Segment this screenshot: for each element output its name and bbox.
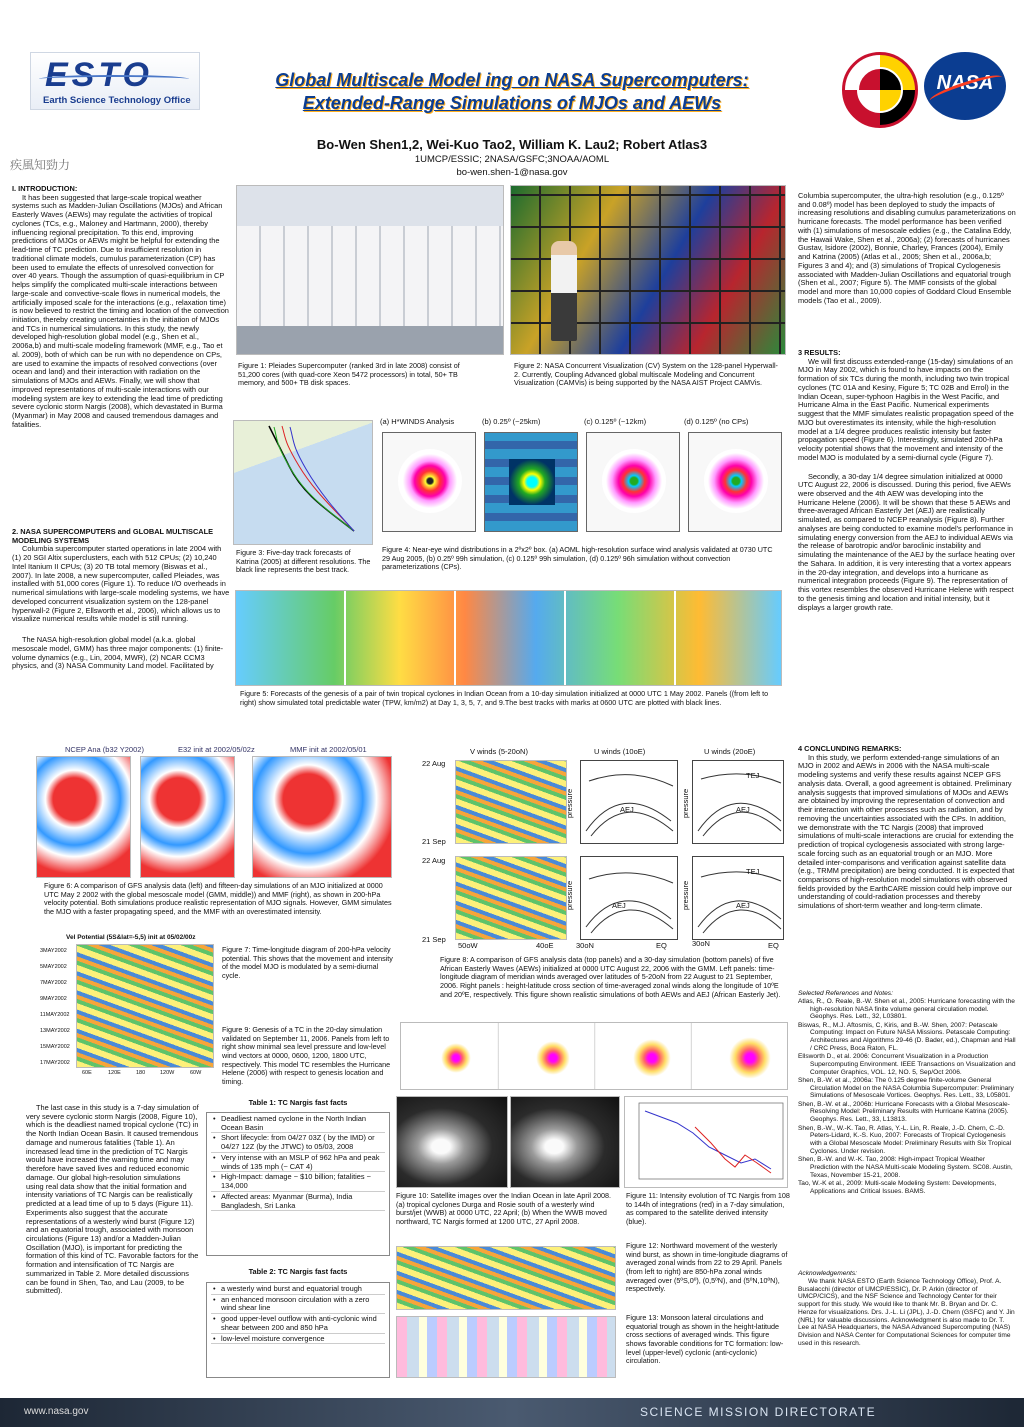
- fig7-ylabel: 9MAY2002: [40, 996, 67, 1002]
- acknowledgements-heading: Acknowledgements:: [798, 1270, 858, 1277]
- fig8-label-sep21: 21 Sep: [422, 935, 446, 944]
- fig8-xlabel-40e: 40oE: [536, 941, 554, 950]
- section2-body2: The NASA high-resolution global model (a.k.a. global mesoscale model, GMM) has three major components: (1) finite-volume dynamics (e.g., Lin, 2004, MWR), (2) NCAR CCM3 physics, and (3) NASA Community Land model. Facilitated by: [12, 635, 224, 671]
- fig7-ylabel: 13MAY2002: [40, 1028, 70, 1034]
- table2-title: Table 2: TC Nargis fast facts: [248, 1267, 348, 1276]
- fig7-ylabel: 11MAY2002: [40, 1012, 70, 1018]
- conclusions-heading: 4 CONCLUNDING REMARKS:: [798, 744, 902, 753]
- fig6-panel-gmm: [140, 756, 235, 878]
- person-figure: [551, 241, 577, 341]
- footer-url-link[interactable]: www.nasa.gov: [24, 1406, 89, 1417]
- esto-logo-word: ESTO: [45, 56, 153, 94]
- reference-item: Shen, B.-W. et al., 2006a: The 0.125 degree finite-volume General Circulation Model on the NASA Columbia Supercomputer: Preliminary Simulations of Mesoscale Vortices. Geophys. Res. Lett., 33, L05801.: [798, 1076, 1014, 1100]
- storm-vortex: [729, 1037, 771, 1079]
- table2-item: • good upper-level outflow with anti-cyclonic wind shear between 200 and 850 hPa: [211, 1315, 385, 1333]
- figure11-caption: Figure 11: Intensity evolution of TC Nargis from 108 to 144h of integrations (red) in a 7-day simulation, as compared to the satellite derived intensity (blue).: [626, 1191, 790, 1226]
- fig8-label-aug22: 22 Aug: [422, 856, 446, 865]
- umd-seal-logo: [842, 52, 918, 128]
- poster-title-line1: Global Multiscale Model ing on NASA Supercomputers:: [275, 70, 749, 90]
- esto-logo-subtitle: Earth Science Technology Office: [43, 95, 191, 106]
- author-email[interactable]: bo-wen.shen-1@nasa.gov: [456, 167, 568, 178]
- nasa-logo-word: NASA: [936, 72, 994, 94]
- results-body2: Secondly, a 30-day 1/4 degree simulation initialized at 0000 UTC August 22, 2006 is discussed. During this period, five AEWs were observed and the 4th AEW was developing into the Hurricane Helene (2006). It will be shown that these 5 AEWs and three-averaged African Easterly Jet (AEJ) are realistically simulated, as compared to NCEP reanalysis (Figure 8). Further analyses are being conducted to examine model's performance in simulating energy conversion from the AEJ to individual AEWs via the release of barotropic and/or baroclinic instability and simulating the maintenance of the AEJ by the surface heating over the Sahara. In addition, it is very interesting that a vortex appears in the 20-day integration, and develops into a hurricane as numerical integration proceeds (Figure 9). The representation of this vortex resembles the observed Hurricane Helene with respect to the genesis timing and location and initial intensity, but it displays a larger growth rate.: [798, 471, 1015, 612]
- fig7-hovmoller: [76, 944, 214, 1068]
- fig8-cross-20e-obs: [692, 760, 784, 844]
- reference-item: Shen, B.-W. and W.-K. Tao, 2008: High-impact Tropical Weather Prediction with the NASA Multi-scale Modeling System. SC08. Austin, Texas, November 15-21, 2008.: [798, 1156, 1013, 1179]
- chinese-motto: 疾風知勁力: [10, 158, 71, 172]
- fig6-label-mmf: MMF init at 2002/05/01: [290, 745, 367, 754]
- reference-item: Shen, B.-W., W.-K. Tao, R. Atlas, Y.-L. Lin, R. Reale, J.-D. Chern, C.-D. Peters-Lidard, K.-S. Kuo, 2007: Forecasts of Tropical Cyclogenesis with a Global Mesoscale Model: Preliminary Results with Six Tropical Cyclones. Under revision.: [798, 1124, 1012, 1155]
- table2: [206, 1282, 390, 1378]
- intensity-lines-svg: [625, 1097, 788, 1188]
- fig7-ylabel: 5MAY2002: [40, 964, 67, 970]
- authors: Bo-Wen Shen1,2, Wei-Kuo Tao2, William K. Lau2; Robert Atlas3: [316, 137, 708, 152]
- figure9-genesis-panels: [400, 1022, 788, 1090]
- fig7-xlabel: 120W: [160, 1070, 175, 1076]
- fig8-aej-label: AEJ: [736, 805, 750, 814]
- conclusions-body: In this study, we perform extended-range simulations of an MJO in 2002 and AEWs in 2006 with the NASA multi-scale modeling systems and verify these results against NCEP GFS analysis data. Overall, a good agreement is obtained. Preliminary analysis suggests that improved simulations of MJOs and AEWs are obtained by improving the representation of convection and their interaction with other processes such as radiation, and by removing the uncertainties associated with the CPs. In addition, we demonstrate with the TC Nargis (2008) that improved simulations of multi-scale interactions are crucial for extending the prediction of tropical cyclogenesis associated with strong large-scale forcing such as an equatorial trough or an MJO. More detailed inter-comparisons and verification against satellite data (e.g., TRMM precipitation) are being conducted. It is expected that comparisons of high-resolution model simulations with observed fields provided by the EarthCARE mission could help improve our understanding of could-radiation processes and thereby simulations of short-term weather and long-term climate.: [798, 752, 1015, 911]
- reference-item: Ellsworth D., et al. 2006: Concurrent Visualization in a Production Supercomputing Environment. IEEE Transactions on Visualization and Computer Graphics, VOL. 12, NO. 5, Sep/Oct 2006.: [798, 1053, 1016, 1076]
- table2-item: • low-level moisture convergence: [211, 1335, 385, 1345]
- reference-item: Biswas, R., M.J. Aftosmis, C, Kiris, and B.-W. Shen, 2007: Petascale Computing: Impact on Future NASA Missions. Petascale Computing: Architectures and Algorithms 29-46 (D. Bader, ed.), Chapman and Hall / CRC Press, Boca Raton, FL.: [798, 1021, 1016, 1052]
- figure6-caption: Figure 6: A comparison of GFS analysis data (left) and fifteen-day simulations of an MJO initialized at 0000 UTC May 2 2002 with the global mesoscale model (GMM, middle)) and MMF (right), as shown in 200-hPa velocity potential. Both simulations produce realistic representation of MJO signals. However, GMM simulates the MJO with a faster propagating speed, and the MMF with an overestimated intensity.: [44, 881, 392, 916]
- storm-eye-c: [602, 449, 666, 513]
- fig8-aej-label: AEJ: [620, 805, 634, 814]
- contour-lines-svg: [693, 761, 784, 844]
- references-heading: Selected References and Notes:: [798, 990, 893, 997]
- reference-item: Atlas, R., O. Reale, B.-W. Shen et al., 2005: Hurricane forecasting with the high-resolution NASA finite volume general circulation model. Geophys. Res. Lett., 32, L03801.: [798, 997, 1015, 1021]
- fig8-col3-title: U winds (20oE): [704, 747, 756, 756]
- storm-vortex: [536, 1041, 570, 1075]
- fig4-panel-b: [484, 432, 578, 532]
- fig6-panel-ncep: [36, 756, 131, 878]
- figure1-caption: Figure 1: Pleiades Supercomputer (ranked 3rd in late 2008) consist of 51,200 cores (with quad-core Xeon 5472 processors) in total, 50+ TB memory, and 500+ TB disk spaces.: [238, 361, 460, 388]
- figure10-caption: Figure 10: Satellite images over the Indian Ocean in late April 2008. (a) tropical cyclones Durga and Rosie south of a westerly wind burst/jet (WWB) at 0000 UTC, 22 April; (b) When the WWB moved northward, TC Nargis formed at 1200 UTC, 27 April 2008.: [396, 1191, 611, 1226]
- fig8-label-aug22: 22 Aug: [422, 759, 446, 768]
- section2-body1: Columbia supercomputer started operations in late 2004 with (1) 20 SGI Altix superclusters, each with 512 CPUs; (2) 10,240 Intel Itanium II CPUs; (3) 20 TB total memory (Biswas et al., 2007). In late 2008, a new supercomputer, called Pleiades, was installed with 51,000 cores (Figure 1). To reduce I/O overheads in numerical simulations with large-scale modeling systems, we have developed concurrent visualization system on the 128-panel hyperwall-2 (Figure 2, Ellsworth et al., 2006), which allows us to visualize numerical results while model is still running.: [12, 544, 230, 624]
- storm-eye-a: [398, 449, 462, 513]
- track-lines-svg: [234, 421, 373, 545]
- fig8-cross-10e-obs: [580, 760, 678, 844]
- section2: [12, 528, 230, 671]
- results-heading: 3 RESULTS:: [798, 348, 841, 357]
- poster-title-line2: Extended-Range Simulations of MJOs and AEWs: [302, 93, 722, 113]
- figure1-pleiades-photo: [236, 185, 504, 355]
- fig4-panel-a: [382, 432, 476, 532]
- figure4-caption: Figure 4: Near-eye wind distributions in a 2ºx2º box. (a) AOML high-resolution surface wind analysis validated at 0730 UTC 29 Aug 2005, (b) 0.25º 99h simulation, (c) 0.125º 99h simulation, (d) 0.125º 96h simulation without convection parameterizations (CPs).: [382, 545, 773, 572]
- fig8-col1-title: V winds (5-20oN): [470, 747, 528, 756]
- fig8-tej-label: TEJ: [746, 867, 760, 876]
- table1: [206, 1112, 390, 1256]
- acknowledgements-body: We thank NASA ESTO (Earth Science Technology Office), Prof. A. Busalacchi (director of UMCP/ESSIC), Dr. P. Arkin (director of UMCP/CICS), and the NSF Science and Technology Center for their support for this study. We would like to thank Mr. B. Bryan and Dr. C. Henze for visualizations. Drs. J.-L. Li (JPL), J.-D. Chern (GSFC) and Y. Jin (NRL) for valuable discussions. Acknowledgment is also made to Dr. T. Lee at NASA Headquarters, the NASA Advanced Supercomputing (NAS) Division and NASA Center for Computational Sciences for computer time used in this research.: [798, 1277, 1015, 1347]
- nasa-meatball-logo: [924, 52, 1006, 120]
- contour-lines-svg: [693, 857, 784, 940]
- fig8-aej-label: AEJ: [736, 901, 750, 910]
- acknowledgements-section: [798, 1270, 1016, 1348]
- fig7-ylabel: 17MAY2002: [40, 1060, 70, 1066]
- table2-item: • a westerly wind burst and equatorial trough: [211, 1285, 385, 1295]
- storm-vortex: [633, 1039, 671, 1077]
- section2-heading: 2. NASA SUPERCOMPUTERS and GLOBAL MULTISCALE MODELING SYSTEMS: [12, 527, 214, 545]
- fig6-label-ncep: NCEP Ana (b32 Y2002): [65, 745, 144, 754]
- affiliations: 1UMCP/ESSIC; 2NASA/GSFC;3NOAA/AOML: [414, 154, 610, 165]
- fig4-label-c: (c) 0.125º (~12km): [584, 417, 647, 426]
- table1-item: • Affected areas: Myanmar (Burma), India Bangladesh, Sri Lanka: [211, 1193, 385, 1211]
- table1-item: • Short lifecycle: from 04/27 03Z ( by the IMD) or 04/27 12Z (by the JTWC) to 05/03, 2008: [211, 1134, 385, 1152]
- fig8-cross-20e-model: [692, 856, 784, 940]
- footer-bar: [0, 1398, 1024, 1427]
- fig7-ylabel: 3MAY2002: [40, 948, 67, 954]
- references-section: [798, 990, 1016, 1196]
- reference-item: Tao, W.-K et al., 2009: Multi-scale Modeling System: Developments, Applications and Critical Issues. BAMS.: [798, 1179, 997, 1195]
- fig6-label-gmm: E32 init at 2002/05/02z: [178, 745, 255, 754]
- intro-section: [12, 185, 230, 430]
- fig8-xlabel-eq: EQ: [768, 941, 779, 950]
- fig7-xlabel: 180: [136, 1070, 146, 1076]
- fig8-col2-title: U winds (10oE): [594, 747, 646, 756]
- storm-vortex: [441, 1043, 471, 1073]
- contour-lines-svg: [581, 761, 678, 844]
- fig4-label-b: (b) 0.25º (~25km): [482, 417, 541, 426]
- fig8-xlabel-50w: 50oW: [458, 941, 478, 950]
- fig8-pressure-label: pressure: [681, 880, 690, 910]
- figure9-caption: Figure 9: Genesis of a TC in the 20-day simulation validated on September 11, 2006. Panels from left to right show minimal sea level pressure and low-level wind vectors at 0000, 0600, 1200, 1800 UTC, respectively. This model TC resembles the Hurricane Helene (2006) with respect to genesis location and timing.: [222, 1025, 391, 1086]
- reference-item: Shen, B.-W. et al., 2006b: Hurricane Forecasts with a Global Mesoscale-Resolving Model: Preliminary Results with Hurricane Katrina (2005). Geophys. Res. Lett., 33, L13813.: [798, 1100, 1010, 1124]
- figure13-caption: Figure 13: Monsoon lateral circulations and equatorial trough as shown in the height-latitude cross sections of averaged winds. This figure shows favorable conditions for TC formation: low-level (upper-level) cyclonic (anti-cyclonic) circulation.: [626, 1313, 784, 1366]
- figure2-caption: Figure 2: NASA Concurrent Visualization (CV) System on the 128-panel Hyperwall-2. Currently, Coupling Advanced global multiscale Modeling and Concurrent Visualization (CAMVis) is being supported by the NASA AIST Project CAMVis.: [514, 361, 778, 388]
- results-section: [798, 349, 1016, 612]
- figure7-caption: Figure 7: Time-longitude diagram of 200-hPa velocity potential. This shows that the movement and intensity of the model MJO is modulated by a semi-diurnal cycle.: [222, 945, 393, 980]
- fig7-ylabel: 15MAY2002: [40, 1044, 70, 1050]
- fig8-hov-obs: [455, 760, 567, 844]
- figure12-wwb-panels: [396, 1246, 616, 1310]
- fig8-xlabel-30n: 30oN: [576, 941, 594, 950]
- fig7-ylabel: 7MAY2002: [40, 980, 67, 986]
- nargis-body: The last case in this study is a 7-day simulation of very severe cyclonic storm Nargis (2008, Figure 10), which is the deadliest named tropical cyclone (TC) in the North Indian Ocean Basin. It caused tremendous damage and numerous fatalities (Table 1). An increased lead time in the prediction of TC Nargis would have increased the warning time and may therefore have saved lives and reduced economic damage. Our global high-resolution simulations using real data show that the initial formation and intensity variations of TC Nargis can be realistically predicted at a lead time of up to 5 days (Figure 11). Experiments also suggest that the accurate representations of a westerly wind burst (Figure 12) and an equatorial trough, associated with monsoon circulations (Figure 13) and/or a Madden-Julian Oscillation (MJO), is important for predicting the formation of this kind of TC. Favorable factors for the formation and intensification of TC Nargis are summarized in Table 2. More detailed discussions can be found in Shen, Tao, and Lau (2009, to be submitted).: [26, 1103, 199, 1296]
- fig7-xlabel: 60W: [190, 1070, 202, 1076]
- intro-body: It has been suggested that large-scale tropical weather systems such as Madden-Julian Oscillations (MJOs) and African Easterly Waves (AEWs) may regulate the activities of tropical cyclones (TCs, e.g., Maloney and Hartmann, 2000), thereby influencing regional precipitation. To this end, improving predictions of MJOs or AEWs might be helpful for extending the lead-time of TC prediction. Due to insufficient resolution in traditional climate models, cumulus parameterization (CP) has been used to emulate the effects of unresolved convection for over 40 years. Though the assumption of quasi-equilibrium in CP helps simplify the complicated multi-scale interactions between large-scale and convective-scale flows in numerical models, the artificially imposed scale for the interactions (e.g., relaxation time) is now believed to restrict the timing and location of the convection initiation, thereby creating uncertainties in the initiation of MJOs and TCs in numerical simulations. In this study, the newly developed high-resolution global model (e.g., Shen et al., 2006a,b) and multi-scale modeling framework (MMF, e.g., Tao et al. 2009), both of which can be run with no dependence on CPs, are used to examine the impacts of resolved convections (over ocean and land) and their interaction with radiation on the simulations of MJOs and AEWs. Finally, we will show that improved representations of multi-scale interactions with our modeling system are key to extending the lead time of predicting severe cyclonic storm Nargis (2008), which devastated in Burma (Myanmar) in May 2008 and caused tremendous damages and fatalities.: [12, 192, 229, 429]
- fig8-cross-10e-model: [580, 856, 678, 940]
- fig6-panel-mmf: [252, 756, 392, 878]
- figure13-cross-sections: [396, 1316, 616, 1378]
- figure11-intensity-chart: [624, 1096, 788, 1188]
- fig8-label-sep21: 21 Sep: [422, 837, 446, 846]
- table2-item: • an enhanced monsoon circulation with a zero wind shear line: [211, 1296, 385, 1314]
- fig8-pressure-label: pressure: [681, 788, 690, 818]
- figure3-track-map: [233, 420, 373, 545]
- fig7-title: Vel Potential (5S&lat=-5,5) init at 05/02/00z: [66, 934, 196, 941]
- table1-title: Table 1: TC Nargis fast facts: [248, 1098, 348, 1107]
- conclusions-section: [798, 745, 1016, 911]
- fig8-hov-model: [455, 856, 567, 940]
- fig4-label-d: (d) 0.125º (no CPs): [684, 417, 749, 426]
- fig4-label-a: (a) H*WINDS Analysis: [380, 417, 455, 426]
- fig8-aej-label: AEJ: [612, 901, 626, 910]
- figure12-caption: Figure 12: Northward movement of the westerly wind burst, as shown in time-longitude diagrams of averaged zonal winds from 22 to 29 April. Panels (from left to right) are 850-hPa zonal winds averaged over (5ºS,0º), (0,5ºN), and (5ºN,10ºN), respectively.: [626, 1241, 788, 1294]
- right-column-intro: Columbia supercomputer, the ultra-high resolution (e.g., 0.125º and 0.08º) model has been deployed to study the impacts of increasing resolutions and disabling cumulus parameterizations on hurricane forecasts. The model performance has been verified with (1) simulations of mesoscale eddies (e.g., the Catalina Eddy, the Hawaii Wake, Shen et al., 2006a); (2) forecasts of hurricanes Gustav, Isidore (2002), Bonnie, Charley, Frances (2004), Emily and Katrina (2005) (Atlas et al., 2005; Shen et al., 2006a,b; Figures 3 and 4); and (3) simulations of Tropical Cyclogenesis associated with Madden-Julian Oscillations and equatorial trough (Shen et al., 2007; Figure 5). The MMF consists of the global model and more than 10,000 copies of Goddard Cloud Ensemble models (Tao et al., 2009).: [798, 191, 1016, 305]
- intro-heading: I. INTRODUCTION:: [12, 184, 78, 193]
- figure3-caption: Figure 3: Five-day track forecasts of Katrina (2005) at different resolutions. The black line represents the best track.: [236, 548, 371, 575]
- fig4-panel-c: [586, 432, 680, 532]
- fig8-pressure-label: pressure: [565, 788, 574, 818]
- figure5-caption: Figure 5: Forecasts of the genesis of a pair of twin tropical cyclones in Indian Ocean from a 10-day simulation initialized at 0000 UTC 1 May 2002. Panels ((from left to right) show simulated total predictable water (TPW, km/m2) at Day 1, 3, 5, 7, and 9.The best tracks with marks at 0600 UTC are plotted with black lines.: [240, 689, 769, 707]
- fig8-xlabel-eq: EQ: [656, 941, 667, 950]
- storm-eye-d: [704, 449, 768, 513]
- contour-lines-svg: [581, 857, 678, 940]
- fig8-tej-label: TEJ: [746, 771, 760, 780]
- figure10-satellite-a: [396, 1096, 508, 1188]
- fig8-pressure-label: pressure: [565, 880, 574, 910]
- figure5-tpw-panels: [235, 590, 782, 686]
- table1-item: • High-Impact: damage ~ $10 billion; fatalities ~ 134,000: [211, 1173, 385, 1191]
- figure10-satellite-b: [510, 1096, 620, 1188]
- footer-directorate: SCIENCE MISSION DIRECTORATE: [640, 1405, 877, 1419]
- figure2-hyperwall-photo: [510, 185, 786, 355]
- storm-eye-b: [509, 459, 555, 505]
- figure8-caption: Figure 8: A comparison of GFS analysis data (top panels) and a 30-day simulation (bottom panels) of five African Easterly Waves (AEWs) initialized at 0000 UTC August 22, 2006 with the GMM. Left panels: time-longitude diagram of meridian winds averaged over latitudes of 5-20oN from 22 August to 21 September, 2006. Right panels : height-latitude cross section of time-averaged zonal winds along the longitude of 10ºE and 20ºE, respectively. This figure shown realistic simulations of both AEWs and AEJ (African Easterly Jet).: [440, 955, 781, 999]
- fig8-xlabel-30n: 30oN: [692, 939, 710, 948]
- fig4-panel-d: [688, 432, 782, 532]
- table1-item: • Very intense with an MSLP of 962 hPa and peak winds of 135 mph (~ CAT 4): [211, 1154, 385, 1172]
- fig7-xlabel: 60E: [82, 1070, 92, 1076]
- table1-item: • Deadliest named cyclone in the North Indian Ocean Basin: [211, 1115, 385, 1133]
- fig7-xlabel: 120E: [108, 1070, 121, 1076]
- esto-logo-swoosh: [39, 75, 189, 83]
- results-body1: We will first discuss extended-range (15-day) simulations of an MJO in May 2002, which is found to have impacts on the formation of six TCs during the month, including two twin tropical cyclones (TC 01A and Kesiny, Figure 5; TC 02B and Errol) in the Indian Ocean, super-typhoon Hagibis in the West Pacific, and Hurricane Alma in the East Pacific. Numerical experiments suggest that the MMF simulates realistic propagation speed of the MJO but overestimates its intensity, while the high-resolution model at a 1/4 degree produces realistic intensity but faster propagation speed (Figure 6). Interestingly, simulated 200-hPa velocity potential shows that the movement and intensity of the model MJO is modulated by a semi-diurnal cycle (Figure 7).: [798, 356, 1014, 462]
